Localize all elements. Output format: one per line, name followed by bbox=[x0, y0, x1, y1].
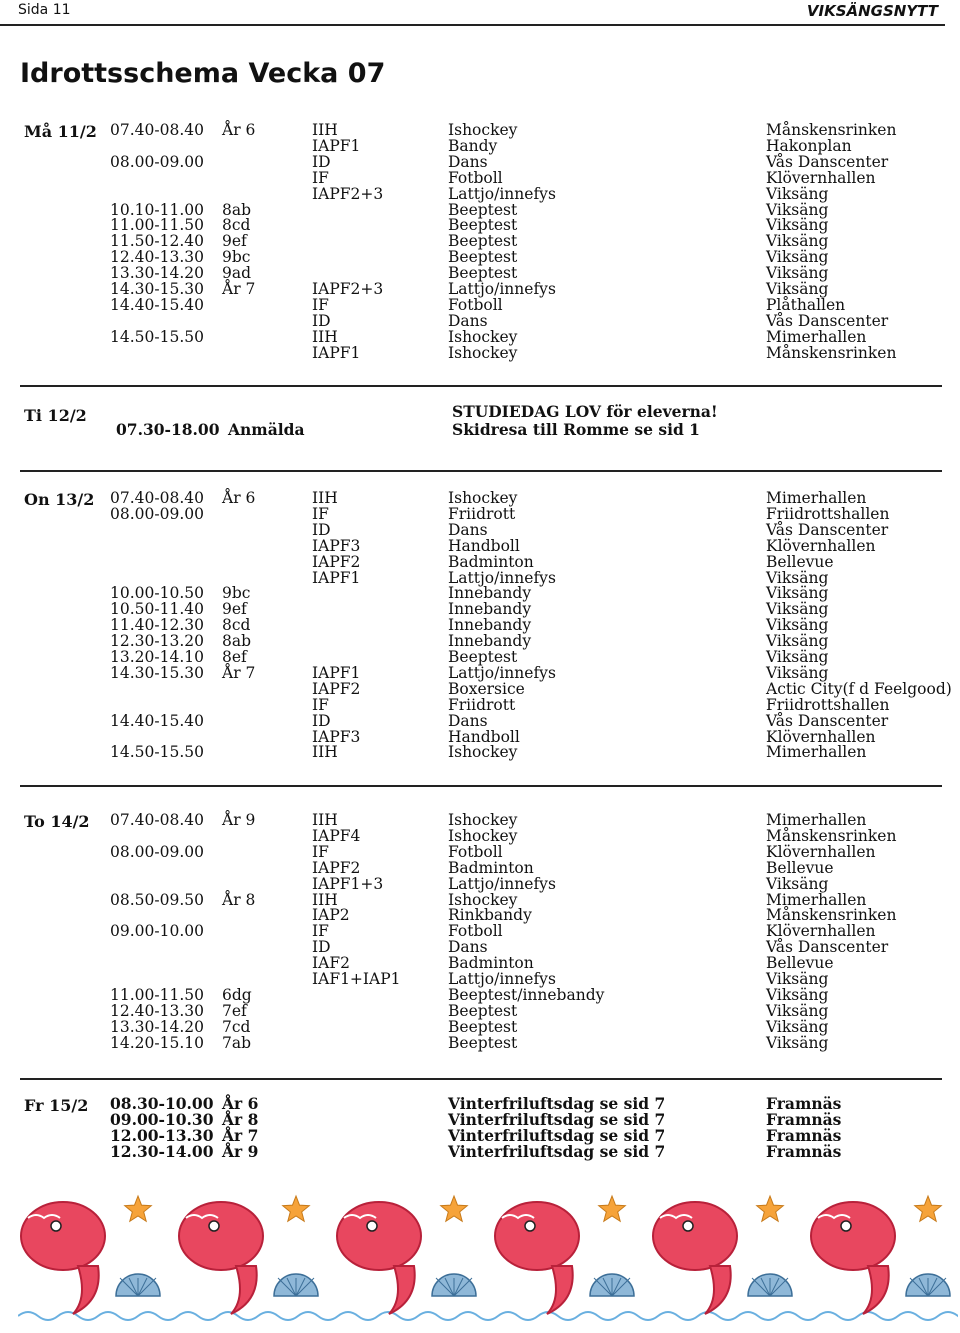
schedule-row bbox=[0, 697, 960, 713]
location-cell: Framnäs bbox=[766, 1141, 842, 1161]
schedule-row bbox=[0, 249, 960, 265]
fish-eye-icon bbox=[683, 1221, 693, 1231]
schedule-row bbox=[0, 844, 960, 860]
code-cell: IAPF1 bbox=[312, 568, 361, 587]
schedule-row bbox=[0, 955, 960, 971]
newsletter-name: VIKSÄNGSNYTT bbox=[806, 2, 938, 20]
location-cell: Viksäng bbox=[766, 216, 829, 235]
group-cell: 9bc bbox=[222, 248, 251, 267]
fish-tail-icon bbox=[389, 1266, 415, 1314]
activity-cell: Bandy bbox=[448, 136, 498, 155]
schedule-row bbox=[0, 419, 960, 439]
schedule-row bbox=[0, 876, 960, 892]
schedule-row bbox=[0, 812, 960, 828]
page-header bbox=[0, 0, 960, 28]
activity-cell: Lattjo/innefys bbox=[448, 663, 556, 682]
code-cell: IF bbox=[312, 168, 329, 187]
wave-line bbox=[18, 1312, 958, 1320]
page-number: Sida 11 bbox=[18, 2, 71, 18]
activity-cell: Beeptest/innebandy bbox=[448, 985, 605, 1004]
code-cell: IAPF2 bbox=[312, 679, 361, 698]
code-cell: ID bbox=[312, 520, 331, 539]
location-cell: Plåthallen bbox=[766, 295, 846, 314]
location-cell: Vås Danscenter bbox=[766, 938, 889, 957]
location-cell: Vås Danscenter bbox=[766, 711, 889, 730]
activity-cell: Ishockey bbox=[448, 890, 518, 909]
location-cell: Viksäng bbox=[766, 874, 829, 893]
location-cell: Framnäs bbox=[766, 1109, 842, 1129]
location-cell: Bellevue bbox=[766, 552, 834, 571]
activity-cell: Dans bbox=[448, 938, 488, 957]
fish-eye-icon bbox=[525, 1221, 535, 1231]
page-title: Idrottsschema Vecka 07 bbox=[20, 58, 386, 89]
schedule-row bbox=[0, 665, 960, 681]
schedule-row bbox=[0, 313, 960, 329]
group-cell: 9ef bbox=[222, 600, 247, 619]
activity-cell: Beeptest bbox=[448, 1017, 518, 1036]
fish-eye-icon bbox=[367, 1221, 377, 1231]
time-cell: 14.50-15.50 bbox=[110, 327, 204, 346]
location-cell: Klövernhallen bbox=[766, 536, 876, 555]
code-cell: IIH bbox=[312, 121, 338, 139]
time-cell: 09.00-10.00 bbox=[110, 922, 204, 941]
schedule-row bbox=[0, 329, 960, 345]
schedule-row bbox=[0, 601, 960, 617]
code-cell: IAPF2 bbox=[312, 552, 361, 571]
schedule-row bbox=[0, 122, 960, 138]
group-cell: 8ef bbox=[222, 648, 247, 666]
time-cell: 12.00-13.30 bbox=[110, 1125, 214, 1145]
code-cell: IF bbox=[312, 842, 329, 861]
location-cell: Mimerhallen bbox=[766, 743, 867, 762]
schedule-row bbox=[0, 617, 960, 633]
schedule-row bbox=[0, 713, 960, 729]
location-cell: Friidrottshallen bbox=[766, 695, 890, 714]
group-cell: År 8 bbox=[222, 1109, 259, 1129]
activity-cell: Beeptest bbox=[448, 1033, 518, 1052]
location-cell: Vås Danscenter bbox=[766, 152, 889, 171]
activity-cell: Lattjo/innefys bbox=[448, 184, 556, 203]
group-cell: År 6 bbox=[222, 121, 256, 139]
group-cell: 7ab bbox=[222, 1033, 252, 1052]
fish-border-art bbox=[18, 1188, 958, 1328]
activity-cell: Friidrott bbox=[448, 695, 516, 714]
location-cell: Klövernhallen bbox=[766, 842, 876, 861]
group-cell: 8ab bbox=[222, 200, 252, 219]
group-cell: 9ef bbox=[222, 232, 247, 251]
schedule-row bbox=[0, 186, 960, 202]
code-cell: IIH bbox=[312, 327, 338, 346]
schedule-row bbox=[0, 892, 960, 908]
time-cell: 08.30-10.00 bbox=[110, 1094, 214, 1113]
activity-cell: Badminton bbox=[448, 552, 534, 571]
activity-cell: Dans bbox=[448, 152, 488, 171]
activity-cell: Ishockey bbox=[448, 826, 518, 845]
location-cell: Viksäng bbox=[766, 568, 829, 587]
schedule-row bbox=[0, 490, 960, 506]
group-cell: 9ad bbox=[222, 264, 252, 283]
schedule-row bbox=[0, 828, 960, 844]
location-cell: Viksäng bbox=[766, 200, 829, 219]
activity-cell: Handboll bbox=[448, 727, 520, 746]
time-cell: 12.30-13.20 bbox=[110, 632, 204, 651]
location-cell: Viksäng bbox=[766, 248, 829, 267]
activity-cell: Ishockey bbox=[448, 327, 518, 346]
day-label: Fr 15/2 bbox=[24, 1096, 89, 1115]
location-cell: Viksäng bbox=[766, 584, 829, 603]
schedule-row bbox=[0, 1019, 960, 1035]
code-cell: ID bbox=[312, 311, 331, 330]
code-cell: IAPF2 bbox=[312, 858, 361, 877]
time-cell: 10.10-11.00 bbox=[110, 200, 204, 219]
code-cell: ID bbox=[312, 152, 331, 171]
schedule-row bbox=[0, 649, 960, 665]
group-cell: År 7 bbox=[222, 663, 256, 682]
time-cell: 10.50-11.40 bbox=[110, 600, 204, 619]
activity-cell: Fotboll bbox=[448, 295, 503, 314]
schedule-row bbox=[0, 522, 960, 538]
starfish-icon bbox=[441, 1196, 468, 1221]
activity-cell: Handboll bbox=[448, 536, 520, 555]
code-cell: IAP2 bbox=[312, 906, 350, 925]
activity-cell: Beeptest bbox=[448, 1001, 518, 1020]
activity-cell: Fotboll bbox=[448, 842, 503, 861]
activity-cell: Fotboll bbox=[448, 922, 503, 941]
schedule-row bbox=[0, 217, 960, 233]
schedule-row bbox=[0, 729, 960, 745]
activity-cell: Dans bbox=[448, 711, 488, 730]
group-cell: 8cd bbox=[222, 216, 251, 235]
location-cell: Mimerhallen bbox=[766, 811, 867, 829]
location-cell: Bellevue bbox=[766, 954, 834, 973]
time-cell: 07.40-08.40 bbox=[110, 811, 204, 829]
activity-cell: Innebandy bbox=[448, 600, 532, 619]
starfish-icon bbox=[599, 1196, 626, 1221]
group-cell: Anmälda bbox=[228, 419, 305, 439]
starfish-icon bbox=[915, 1196, 942, 1221]
group-cell: År 6 bbox=[222, 489, 256, 507]
schedule-row bbox=[0, 538, 960, 554]
code-cell: IAPF2+3 bbox=[312, 280, 384, 298]
section-divider bbox=[20, 1078, 942, 1080]
activity-cell: Vinterfriluftsdag se sid 7 bbox=[448, 1141, 666, 1161]
location-cell: Klövernhallen bbox=[766, 727, 876, 746]
activity-cell: Beeptest bbox=[448, 264, 518, 283]
activity-cell: STUDIEDAG LOV för eleverna! bbox=[452, 402, 718, 421]
activity-cell: Ishockey bbox=[448, 743, 518, 762]
time-cell: 14.30-15.30 bbox=[110, 280, 204, 298]
schedule-row bbox=[0, 297, 960, 313]
location-cell: Viksäng bbox=[766, 663, 829, 682]
schedule-row bbox=[0, 1035, 960, 1051]
group-cell: År 6 bbox=[222, 1094, 259, 1113]
activity-cell: Beeptest bbox=[448, 216, 518, 235]
code-cell: IAPF1 bbox=[312, 343, 361, 362]
location-cell: Viksäng bbox=[766, 632, 829, 651]
schedule-row bbox=[0, 138, 960, 154]
activity-cell: Vinterfriluftsdag se sid 7 bbox=[448, 1125, 666, 1145]
code-cell: IIH bbox=[312, 811, 338, 829]
code-cell: IAF1+IAP1 bbox=[312, 970, 401, 988]
activity-cell: Friidrott bbox=[448, 504, 516, 523]
fish-icon bbox=[495, 1202, 579, 1270]
activity-cell: Dans bbox=[448, 520, 488, 539]
activity-cell: Lattjo/innefys bbox=[448, 874, 556, 893]
section-divider bbox=[20, 470, 942, 472]
schedule-row bbox=[0, 202, 960, 218]
schedule-row bbox=[0, 971, 960, 987]
location-cell: Månskensrinken bbox=[766, 906, 897, 925]
activity-cell: Innebandy bbox=[448, 616, 532, 635]
fish-tail-icon bbox=[73, 1266, 99, 1314]
location-cell: Viksäng bbox=[766, 1033, 829, 1052]
activity-cell: Vinterfriluftsdag se sid 7 bbox=[448, 1109, 666, 1129]
schedule-row bbox=[0, 570, 960, 586]
activity-cell: Beeptest bbox=[448, 648, 518, 666]
location-cell: Viksäng bbox=[766, 1017, 829, 1036]
schedule-row bbox=[0, 233, 960, 249]
fish-eye-icon bbox=[841, 1221, 851, 1231]
fish-icon bbox=[811, 1202, 895, 1270]
time-cell: 08.00-09.00 bbox=[110, 842, 204, 861]
activity-cell: Vinterfriluftsdag se sid 7 bbox=[448, 1094, 666, 1113]
location-cell: Månskensrinken bbox=[766, 826, 897, 845]
location-cell: Klövernhallen bbox=[766, 922, 876, 941]
activity-cell: Lattjo/innefys bbox=[448, 970, 556, 988]
schedule-row bbox=[0, 939, 960, 955]
time-cell: 14.50-15.50 bbox=[110, 743, 204, 762]
activity-cell: Fotboll bbox=[448, 168, 503, 187]
fish-icon bbox=[179, 1202, 263, 1270]
schedule-row bbox=[0, 554, 960, 570]
activity-cell: Badminton bbox=[448, 858, 534, 877]
code-cell: ID bbox=[312, 711, 331, 730]
day-label: Ti 12/2 bbox=[24, 406, 87, 425]
activity-cell: Badminton bbox=[448, 954, 534, 973]
schedule-row bbox=[0, 404, 960, 420]
activity-cell: Beeptest bbox=[448, 232, 518, 251]
schedule-row bbox=[0, 170, 960, 186]
group-cell: 8cd bbox=[222, 616, 251, 635]
schedule-row bbox=[0, 265, 960, 281]
day-label: Må 11/2 bbox=[24, 122, 97, 141]
activity-cell: Skidresa till Romme se sid 1 bbox=[452, 419, 700, 439]
activity-cell: Rinkbandy bbox=[448, 906, 532, 925]
location-cell: Viksäng bbox=[766, 280, 829, 298]
time-cell: 07.30-18.00 bbox=[116, 419, 220, 439]
time-cell: 07.40-08.40 bbox=[110, 121, 204, 139]
location-cell: Vås Danscenter bbox=[766, 311, 889, 330]
time-cell: 11.00-11.50 bbox=[110, 985, 204, 1004]
location-cell: Viksäng bbox=[766, 184, 829, 203]
fish-tail-icon bbox=[705, 1266, 731, 1314]
group-cell: År 9 bbox=[222, 811, 256, 829]
location-cell: Viksäng bbox=[766, 1001, 829, 1020]
starfish-icon bbox=[757, 1196, 784, 1221]
location-cell: Actic City(f d Feelgood) bbox=[766, 679, 952, 698]
activity-cell: Innebandy bbox=[448, 632, 532, 651]
section-divider bbox=[20, 785, 942, 787]
time-cell: 08.00-09.00 bbox=[110, 504, 204, 523]
time-cell: 07.40-08.40 bbox=[110, 489, 204, 507]
code-cell: IAPF1 bbox=[312, 136, 361, 155]
day-label: To 14/2 bbox=[24, 812, 90, 831]
day-label: On 13/2 bbox=[24, 490, 95, 509]
code-cell: IIH bbox=[312, 743, 338, 762]
code-cell: IAPF3 bbox=[312, 727, 361, 746]
activity-cell: Dans bbox=[448, 311, 488, 330]
activity-cell: Lattjo/innefys bbox=[448, 568, 556, 587]
schedule-row bbox=[0, 923, 960, 939]
starfish-icon bbox=[283, 1196, 310, 1221]
schedule-row bbox=[0, 744, 960, 760]
schedule-row bbox=[0, 860, 960, 876]
schedule-row bbox=[0, 907, 960, 923]
code-cell: IF bbox=[312, 504, 329, 523]
location-cell: Framnäs bbox=[766, 1094, 842, 1113]
schedule-row bbox=[0, 345, 960, 361]
group-cell: 7ef bbox=[222, 1001, 247, 1020]
fish-tail-icon bbox=[863, 1266, 889, 1314]
group-cell: År 9 bbox=[222, 1141, 259, 1161]
fish-eye-icon bbox=[51, 1221, 61, 1231]
schedule-row bbox=[0, 987, 960, 1003]
fish-icon bbox=[337, 1202, 421, 1270]
location-cell: Månskensrinken bbox=[766, 343, 897, 362]
code-cell: IAPF2+3 bbox=[312, 184, 384, 203]
code-cell: IAPF1+3 bbox=[312, 874, 384, 893]
activity-cell: Innebandy bbox=[448, 584, 532, 603]
activity-cell: Beeptest bbox=[448, 200, 518, 219]
group-cell: År 8 bbox=[222, 890, 256, 909]
time-cell: 14.40-15.40 bbox=[110, 295, 204, 314]
code-cell: IF bbox=[312, 695, 329, 714]
schedule-row bbox=[0, 585, 960, 601]
code-cell: IAPF1 bbox=[312, 663, 361, 682]
time-cell: 14.30-15.30 bbox=[110, 663, 204, 682]
group-cell: 6dg bbox=[222, 985, 252, 1004]
time-cell: 08.00-09.00 bbox=[110, 152, 204, 171]
code-cell: IAPF3 bbox=[312, 536, 361, 555]
location-cell: Viksäng bbox=[766, 600, 829, 619]
schedule-row bbox=[0, 633, 960, 649]
location-cell: Mimerhallen bbox=[766, 890, 867, 909]
activity-cell: Boxersice bbox=[448, 679, 525, 698]
location-cell: Viksäng bbox=[766, 985, 829, 1004]
fish-icon bbox=[21, 1202, 105, 1270]
time-cell: 09.00-10.30 bbox=[110, 1109, 214, 1129]
location-cell: Viksäng bbox=[766, 648, 829, 666]
location-cell: Vås Danscenter bbox=[766, 520, 889, 539]
location-cell: Framnäs bbox=[766, 1125, 842, 1145]
group-cell: År 7 bbox=[222, 280, 256, 298]
activity-cell: Ishockey bbox=[448, 811, 518, 829]
code-cell: IAF2 bbox=[312, 954, 350, 973]
schedule-row bbox=[0, 154, 960, 170]
activity-cell: Lattjo/innefys bbox=[448, 280, 556, 298]
fish-tail-icon bbox=[231, 1266, 257, 1314]
time-cell: 13.20-14.10 bbox=[110, 648, 204, 666]
fish-tail-icon bbox=[547, 1266, 573, 1314]
time-cell: 12.30-14.00 bbox=[110, 1141, 214, 1161]
header-rule bbox=[0, 24, 945, 26]
schedule-row bbox=[0, 506, 960, 522]
location-cell: Mimerhallen bbox=[766, 489, 867, 507]
location-cell: Viksäng bbox=[766, 616, 829, 635]
location-cell: Bellevue bbox=[766, 858, 834, 877]
time-cell: 14.40-15.40 bbox=[110, 711, 204, 730]
fish-eye-icon bbox=[209, 1221, 219, 1231]
section-divider bbox=[20, 385, 942, 387]
group-cell: 9bc bbox=[222, 584, 251, 603]
schedule-row bbox=[0, 281, 960, 297]
schedule-row bbox=[0, 1141, 960, 1161]
code-cell: IIH bbox=[312, 890, 338, 909]
schedule-row bbox=[0, 681, 960, 697]
time-cell: 13.30-14.20 bbox=[110, 1017, 204, 1036]
time-cell: 12.40-13.30 bbox=[110, 1001, 204, 1020]
code-cell: IAPF4 bbox=[312, 826, 361, 845]
location-cell: Viksäng bbox=[766, 232, 829, 251]
time-cell: 11.00-11.50 bbox=[110, 216, 204, 235]
time-cell: 12.40-13.30 bbox=[110, 248, 204, 267]
code-cell: ID bbox=[312, 938, 331, 957]
location-cell: Månskensrinken bbox=[766, 121, 897, 139]
group-cell: År 7 bbox=[222, 1125, 259, 1145]
location-cell: Viksäng bbox=[766, 970, 829, 988]
schedule-row bbox=[0, 1003, 960, 1019]
time-cell: 13.30-14.20 bbox=[110, 264, 204, 283]
group-cell: 8ab bbox=[222, 632, 252, 651]
time-cell: 14.20-15.10 bbox=[110, 1033, 204, 1052]
location-cell: Mimerhallen bbox=[766, 327, 867, 346]
activity-cell: Beeptest bbox=[448, 248, 518, 267]
activity-cell: Ishockey bbox=[448, 489, 518, 507]
time-cell: 11.50-12.40 bbox=[110, 232, 204, 251]
time-cell: 10.00-10.50 bbox=[110, 584, 204, 603]
group-cell: 7cd bbox=[222, 1017, 251, 1036]
code-cell: IIH bbox=[312, 489, 338, 507]
code-cell: IF bbox=[312, 922, 329, 941]
location-cell: Klövernhallen bbox=[766, 168, 876, 187]
location-cell: Hakonplan bbox=[766, 136, 852, 155]
code-cell: IF bbox=[312, 295, 329, 314]
time-cell: 08.50-09.50 bbox=[110, 890, 204, 909]
activity-cell: Ishockey bbox=[448, 121, 518, 139]
location-cell: Friidrottshallen bbox=[766, 504, 890, 523]
activity-cell: Ishockey bbox=[448, 343, 518, 362]
starfish-icon bbox=[125, 1196, 152, 1221]
time-cell: 11.40-12.30 bbox=[110, 616, 204, 635]
fish-icon bbox=[653, 1202, 737, 1270]
location-cell: Viksäng bbox=[766, 264, 829, 283]
